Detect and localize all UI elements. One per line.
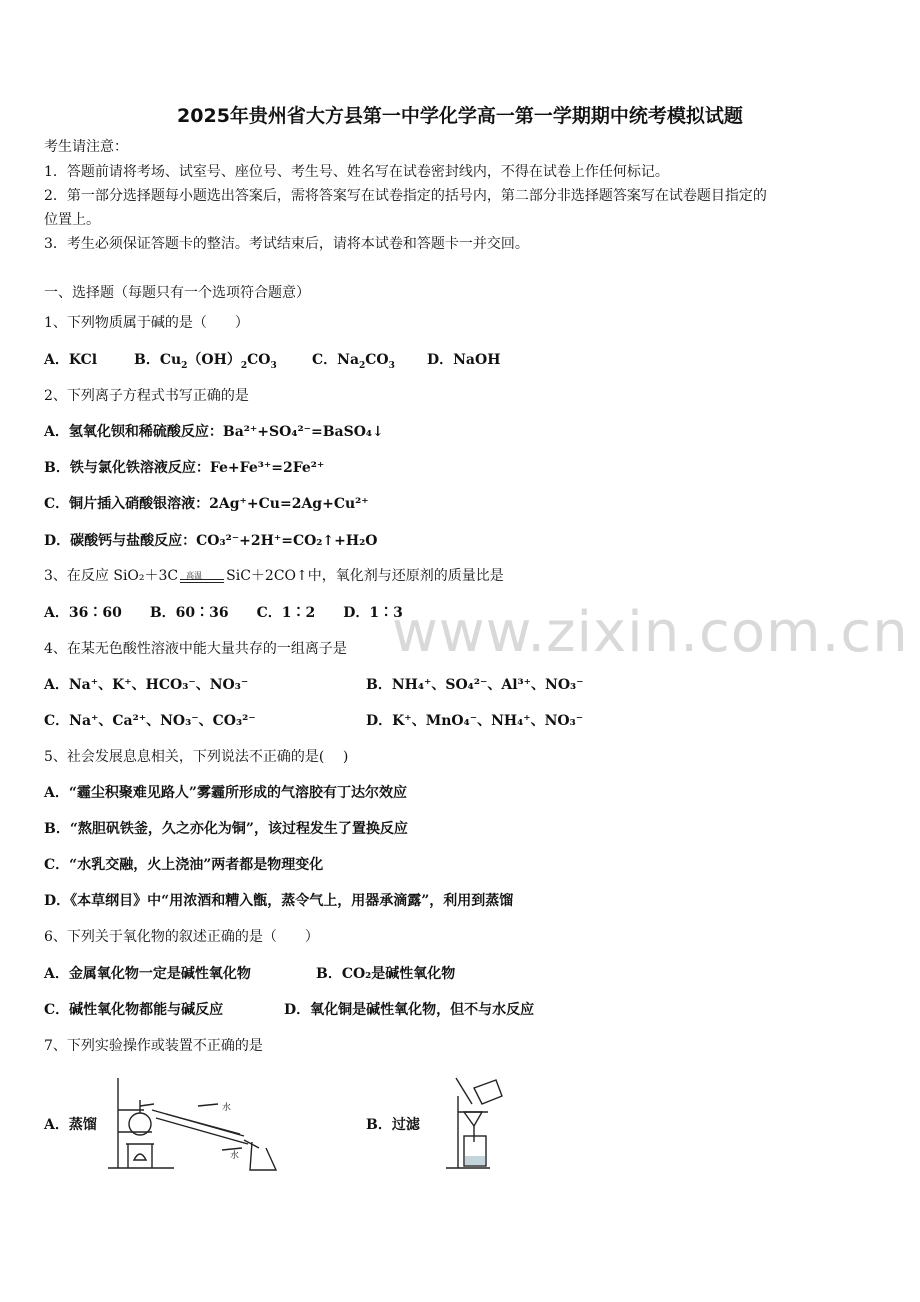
q7-option-a: A．蒸馏 xyxy=(44,1117,97,1133)
q6-stem: 6、下列关于氧化物的叙述正确的是（ ） xyxy=(44,929,319,945)
notice-line-1: 1．答题前请将考场、试室号、座位号、考生号、姓名写在试卷密封线内，不得在试卷上作任何标记。 xyxy=(44,164,669,180)
q6-option-b: B．CO₂是碱性氧化物 xyxy=(316,966,456,982)
q3-options: A．36∶60 B．60∶36 C．1∶2 D．1∶3 xyxy=(44,605,403,621)
water-out-label: 水 xyxy=(230,1151,240,1161)
water-in-label: 水 xyxy=(222,1103,232,1113)
distillation-apparatus-diagram xyxy=(104,1070,294,1175)
q4-option-c: C．Na⁺、Ca²⁺、NO₃⁻、CO₃²⁻ xyxy=(44,713,256,729)
q2-option-a: A．氢氧化钡和稀硫酸反应：Ba²⁺+SO₄²⁻=BaSO₄↓ xyxy=(44,424,384,440)
q5-option-a: A．“霾尘积聚难见路人”雾霾所形成的气溶胶有丁达尔效应 xyxy=(44,785,407,801)
filtration-apparatus-diagram xyxy=(440,1074,515,1174)
q5-option-d: D．《本草纲目》中“用浓酒和糟入甑，蒸令气上，用器承滴露”，利用到蒸馏 xyxy=(44,893,514,909)
q7-option-b: B．过滤 xyxy=(366,1117,420,1133)
q2-stem: 2、下列离子方程式书写正确的是 xyxy=(44,388,249,404)
q6-option-c: C．碱性氧化物都能与碱反应 xyxy=(44,1002,224,1018)
q4-stem: 4、在某无色酸性溶液中能大量共存的一组离子是 xyxy=(44,641,347,657)
notice-line-2: 2．第一部分选择题每小题选出答案后，需将答案写在试卷指定的括号内，第二部分非选择题答案写在试卷题目指定的 xyxy=(44,188,767,204)
q1-option-c: C．$Na_2CO_3$ xyxy=(312,352,395,371)
q4-option-a: A．Na⁺、K⁺、HCO₃⁻、NO₃⁻ xyxy=(44,677,249,693)
section-heading: 一、选择题（每题只有一个选项符合题意） xyxy=(44,285,310,301)
notice-heading: 考生请注意： xyxy=(44,139,128,155)
notice-line-3: 3．考生必须保证答题卡的整洁。考试结束后，请将本试卷和答题卡一并交回。 xyxy=(44,236,529,252)
q4-option-d: D．K⁺、MnO₄⁻、NH₄⁺、NO₃⁻ xyxy=(366,713,584,729)
q4-option-b: B．NH₄⁺、SO₄²⁻、Al³⁺、NO₃⁻ xyxy=(366,677,584,693)
q1-option-a: A．KCl xyxy=(44,352,98,368)
q1-stem: 1、下列物质属于碱的是（ ） xyxy=(44,315,249,331)
notice-line-2-cont: 位置上。 xyxy=(44,212,100,228)
q1-option-b: B．$Cu_2(OH)_2CO_3$ xyxy=(134,352,277,371)
q5-option-b: B．“熬胆矾铁釜，久之亦化为铜”，该过程发生了置换反应 xyxy=(44,821,408,837)
reaction-arrow: 高温 xyxy=(180,569,224,583)
exam-title: 2025年贵州省大方县第一中学化学高一第一学期期中统考模拟试题 xyxy=(177,105,743,127)
q3-stem: 3、在反应 SiO₂＋3C 高温 SiC＋2CO↑中，氧化剂与还原剂的质量比是 xyxy=(44,568,504,584)
q2-option-c: C．铜片插入硝酸银溶液：2Ag⁺+Cu=2Ag+Cu²⁺ xyxy=(44,496,369,512)
watermark: www.zixin.com.cn xyxy=(392,600,909,665)
q2-option-d: D．碳酸钙与盐酸反应：CO₃²⁻+2H⁺=CO₂↑+H₂O xyxy=(44,533,378,549)
q2-option-b: B．铁与氯化铁溶液反应：Fe+Fe³⁺=2Fe²⁺ xyxy=(44,460,325,476)
q6-option-a: A．金属氧化物一定是碱性氧化物 xyxy=(44,966,251,982)
q5-stem: 5、社会发展息息相关，下列说法不正确的是( ) xyxy=(44,749,349,765)
beaker-liquid xyxy=(465,1156,485,1165)
q7-stem: 7、下列实验操作或装置不正确的是 xyxy=(44,1038,263,1054)
q1-option-d: D．NaOH xyxy=(427,352,501,368)
q5-option-c: C．“水乳交融，火上浇油”两者都是物理变化 xyxy=(44,857,324,873)
q6-option-d: D．氧化铜是碱性氧化物，但不与水反应 xyxy=(284,1002,535,1018)
